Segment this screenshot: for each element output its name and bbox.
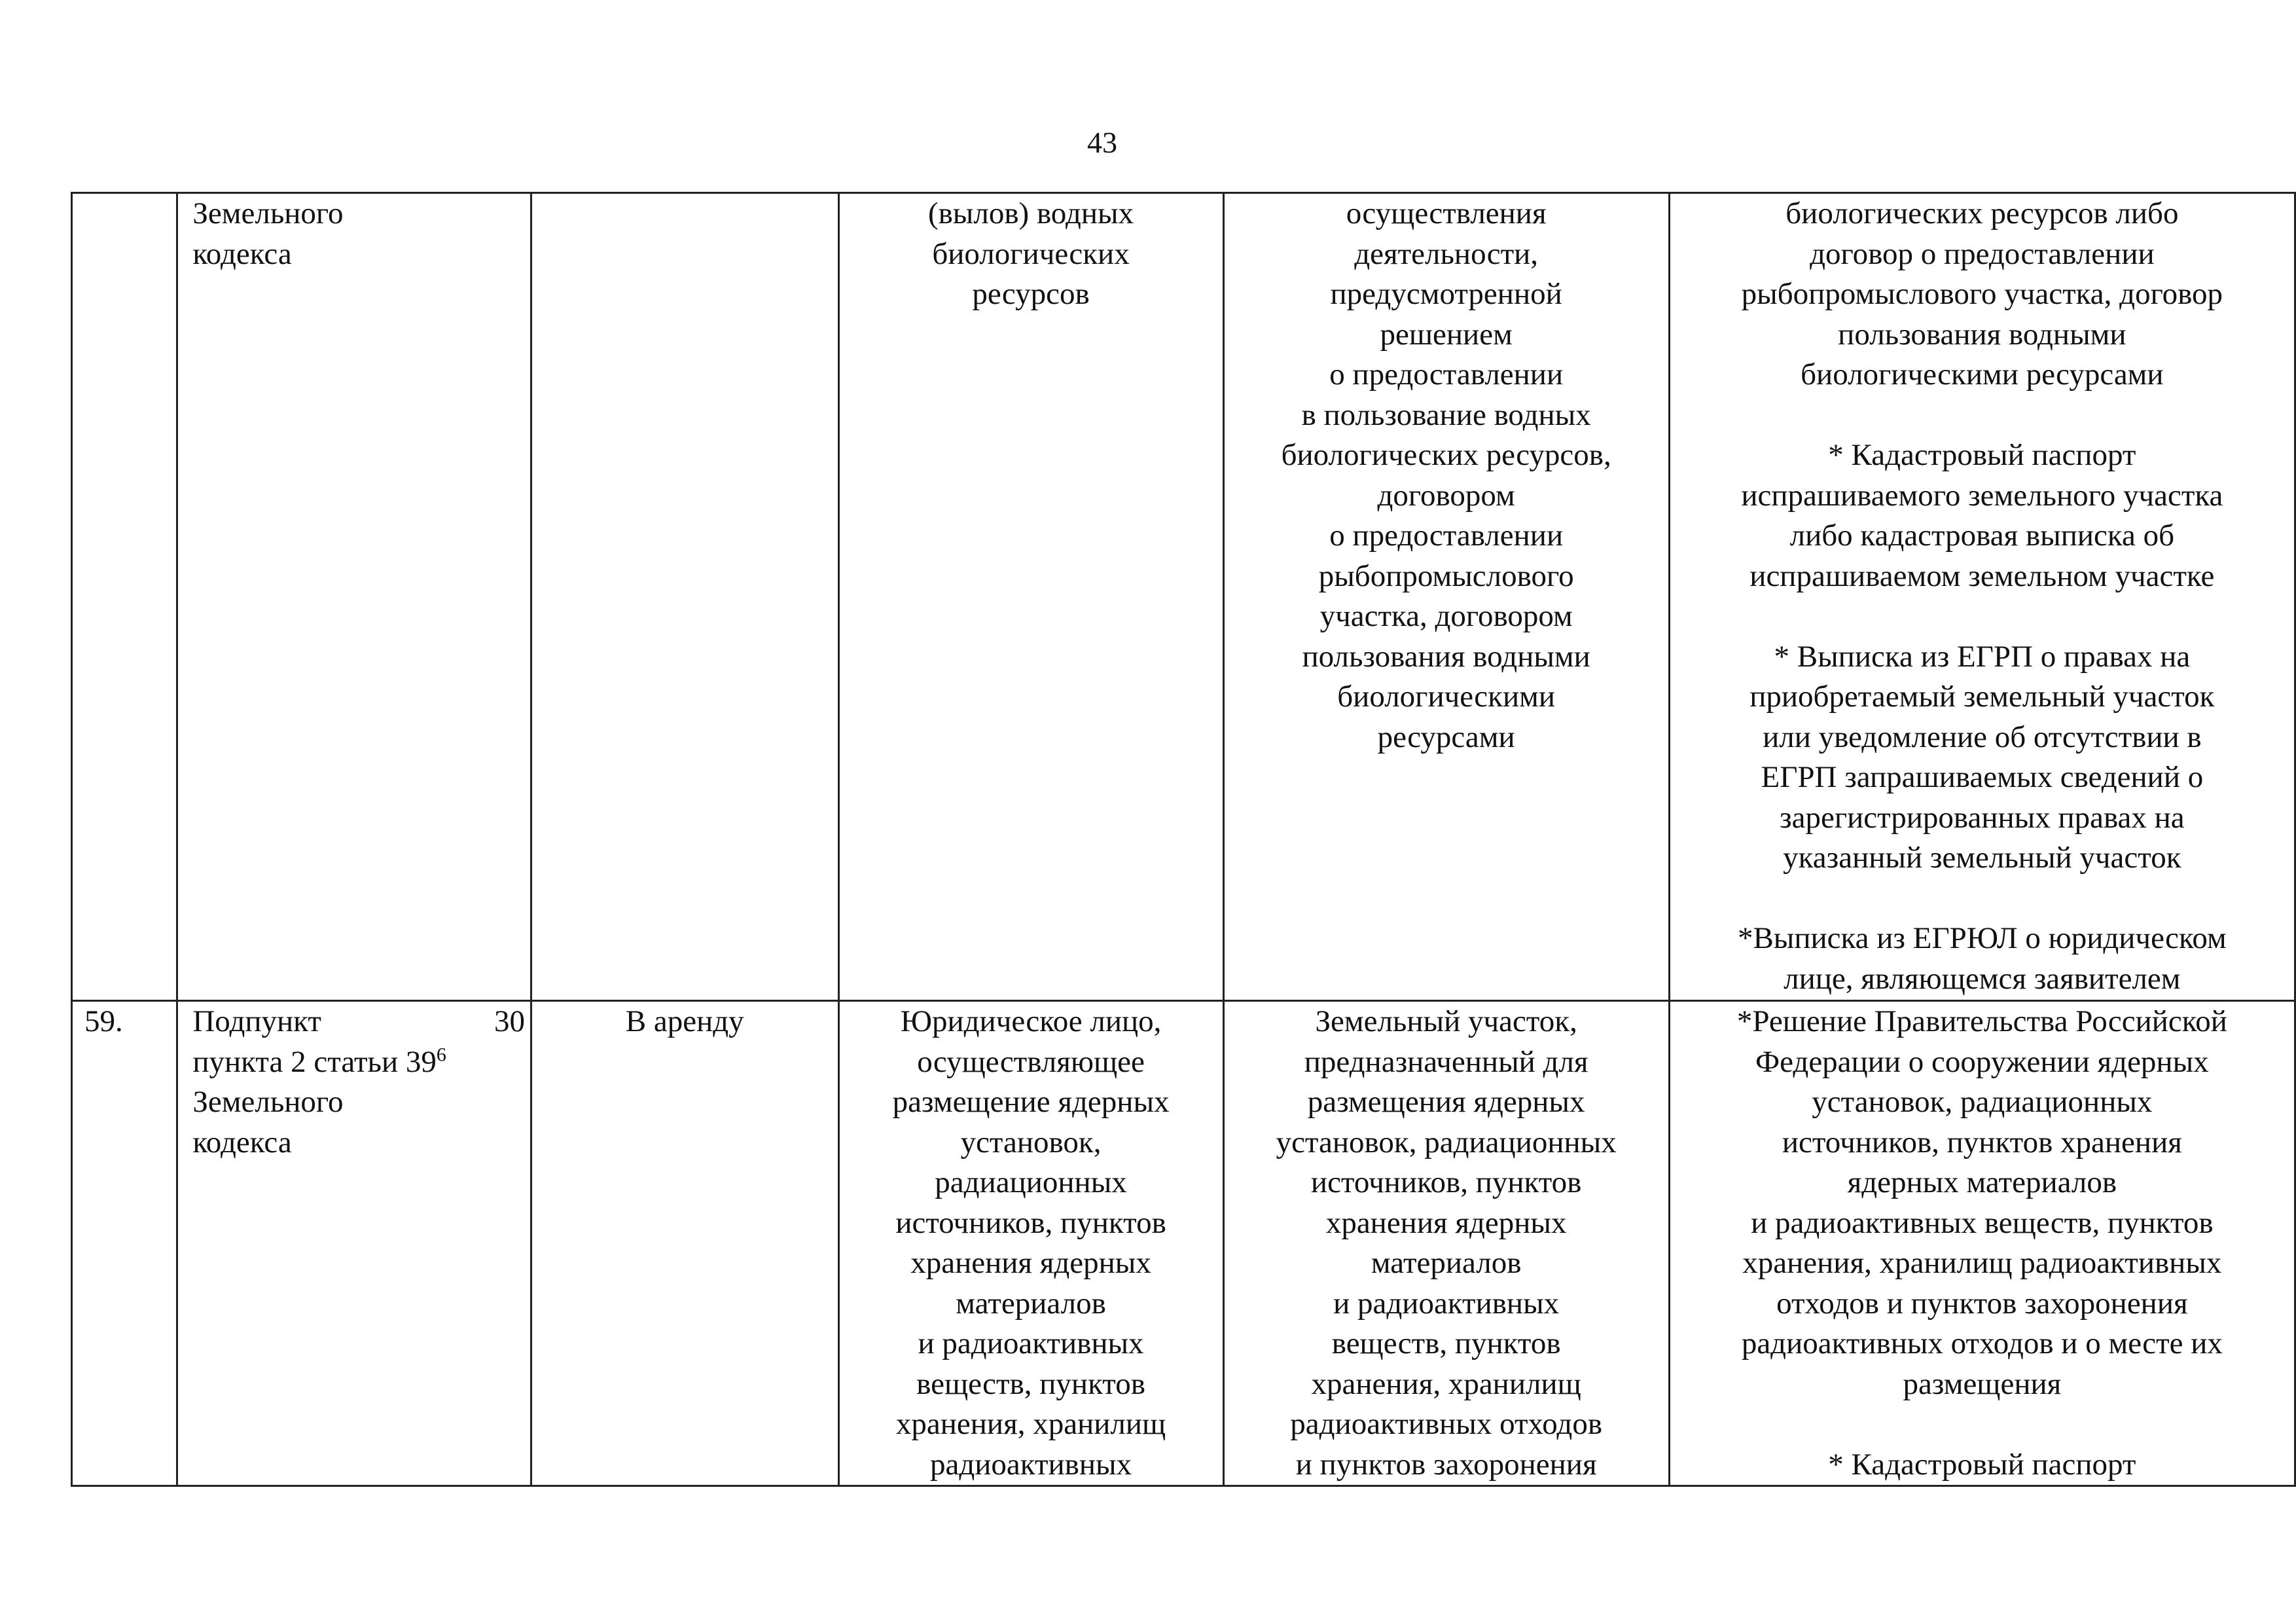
legal-basis-line: Земельного	[192, 196, 344, 230]
document-line: пользования водными	[1838, 317, 2126, 352]
purpose-line: предусмотренной	[1330, 277, 1562, 311]
document-line: испрашиваемого земельного участка	[1741, 478, 2223, 513]
applicant-line: радиоактивных	[929, 1447, 1132, 1482]
purpose-line: и радиоактивных	[1333, 1286, 1560, 1321]
document-line: либо кадастровая выписка об	[1789, 519, 2175, 553]
purpose-line: рыбопромыслового	[1318, 558, 1574, 593]
document-line: *Решение Правительства Российской	[1736, 1004, 2227, 1038]
table-row-59	[72, 1001, 2295, 1486]
document-line: * Кадастровый паспорт	[1828, 438, 2136, 472]
row-number: 59.	[84, 1004, 123, 1038]
purpose-line: договором	[1377, 478, 1515, 513]
document-table	[71, 192, 2296, 1487]
document-line: размещения	[1903, 1366, 2062, 1401]
document-line: Федерации о сооружении ядерных	[1755, 1044, 2209, 1079]
applicant-line: веществ, пунктов	[916, 1366, 1145, 1401]
document-line: биологических ресурсов либо	[1785, 196, 2179, 230]
legal-basis-line	[192, 1002, 525, 1042]
document-line: ядерных материалов	[1847, 1165, 2117, 1199]
document-line: и радиоактивных веществ, пунктов	[1751, 1205, 2214, 1240]
legal-basis-subpoint: Подпункт	[192, 1004, 321, 1038]
applicant-line: хранения, хранилищ	[895, 1407, 1166, 1441]
purpose-line: хранения ядерных	[1325, 1205, 1567, 1240]
documents-cell	[1669, 1001, 2295, 1486]
legal-basis-article: пункта 2 статьи 39	[192, 1044, 437, 1079]
applicant-line: (вылов) водных	[927, 196, 1134, 230]
document-line: источников, пунктов хранения	[1782, 1125, 2182, 1159]
purpose-line: о предоставлении	[1329, 519, 1564, 553]
applicant-line: осуществляющее	[917, 1044, 1145, 1079]
legal-basis-line: кодекса	[192, 1125, 292, 1159]
applicant-line: биологических	[932, 236, 1130, 271]
applicant-line: радиационных	[935, 1165, 1127, 1199]
purpose-line: источников, пунктов	[1310, 1165, 1582, 1199]
purpose-line: деятельности,	[1354, 236, 1539, 271]
document-line: установок, радиационных	[1812, 1085, 2153, 1119]
purpose-line: о предоставлении	[1329, 357, 1564, 392]
document-line: рыбопромыслового участка, договор	[1741, 277, 2223, 311]
document-line: радиоактивных отходов и о месте их	[1741, 1326, 2223, 1360]
document-line: хранения, хранилищ радиоактивных	[1742, 1246, 2222, 1280]
legal-basis-line: Земельного	[192, 1085, 344, 1119]
purpose-line: установок, радиационных	[1276, 1125, 1617, 1159]
purpose-line: осуществления	[1346, 196, 1547, 230]
document-line: * Кадастровый паспорт	[1828, 1447, 2136, 1482]
purpose-line: хранения, хранилищ	[1311, 1366, 1581, 1401]
article-superscript: 6	[436, 1043, 446, 1065]
grant-type-cell	[531, 193, 838, 1001]
grant-type: В аренду	[625, 1004, 744, 1038]
document-line: биологическими ресурсами	[1801, 357, 2164, 392]
applicant-cell	[838, 193, 1223, 1001]
purpose-line: и пунктов захоронения	[1295, 1447, 1597, 1482]
purpose-line: биологическими	[1337, 680, 1556, 714]
purpose-line: биологических ресурсов,	[1281, 438, 1611, 472]
applicant-line: хранения ядерных	[910, 1246, 1151, 1280]
legal-basis-subpoint-number: 30	[493, 1004, 525, 1038]
purpose-line: предназначенный для	[1304, 1044, 1588, 1079]
applicant-cell	[838, 1001, 1223, 1486]
applicant-line: размещение ядерных	[892, 1085, 1170, 1119]
document-line: ЕГРП запрашиваемых сведений о	[1761, 760, 2204, 794]
document-line: отходов и пунктов захоронения	[1776, 1286, 2188, 1321]
document-line: приобретаемый земельный участок	[1749, 680, 2215, 714]
legal-basis-cell	[177, 1001, 531, 1486]
paragraph-gap	[1676, 879, 2289, 919]
legal-basis-line	[192, 1042, 525, 1083]
document-line: указанный земельный участок	[1783, 841, 2181, 875]
applicant-line: и радиоактивных	[918, 1326, 1144, 1360]
legal-basis-cell	[177, 193, 531, 1001]
paragraph-gap	[1676, 395, 2289, 436]
purpose-line: участка, договором	[1319, 599, 1573, 633]
purpose-line: размещения ядерных	[1307, 1085, 1585, 1119]
purpose-line: веществ, пунктов	[1331, 1326, 1561, 1360]
document-line: лице, являющемся заявителем	[1784, 961, 2181, 996]
legal-basis-line: кодекса	[192, 236, 292, 271]
land-purpose-cell	[1223, 193, 1669, 1001]
row-number-cell	[72, 193, 177, 1001]
page-number: 43	[1087, 126, 1117, 159]
applicant-line: источников, пунктов	[895, 1205, 1166, 1240]
purpose-line: пользования водными	[1302, 639, 1590, 674]
document-line: * Выписка из ЕГРП о правах на	[1774, 639, 2191, 674]
row-number-cell	[72, 1001, 177, 1486]
applicant-line: материалов	[956, 1286, 1106, 1321]
document-line: или уведомление об отсутствии в	[1763, 720, 2202, 754]
paragraph-gap	[1676, 1404, 2289, 1445]
purpose-line: в пользование водных	[1301, 397, 1591, 432]
land-purpose-cell	[1223, 1001, 1669, 1486]
paragraph-gap	[1676, 596, 2289, 637]
document-line: испрашиваемом земельном участке	[1749, 558, 2215, 593]
applicant-line: установок,	[960, 1125, 1102, 1159]
purpose-line: материалов	[1371, 1246, 1522, 1280]
grant-type-cell	[531, 1001, 838, 1486]
purpose-line: Земельный участок,	[1315, 1004, 1577, 1038]
applicant-line: Юридическое лицо,	[900, 1004, 1162, 1038]
purpose-line: решением	[1380, 317, 1513, 352]
documents-cell	[1669, 193, 2295, 1001]
purpose-line: ресурсами	[1377, 720, 1515, 754]
purpose-line: радиоактивных отходов	[1290, 1407, 1603, 1441]
applicant-line: ресурсов	[972, 277, 1090, 311]
document-line: договор о предоставлении	[1810, 236, 2155, 271]
document-line: зарегистрированных правах на	[1780, 800, 2185, 835]
table-row-continued	[72, 193, 2295, 1001]
document-line: *Выписка из ЕГРЮЛ о юридическом	[1737, 921, 2227, 955]
